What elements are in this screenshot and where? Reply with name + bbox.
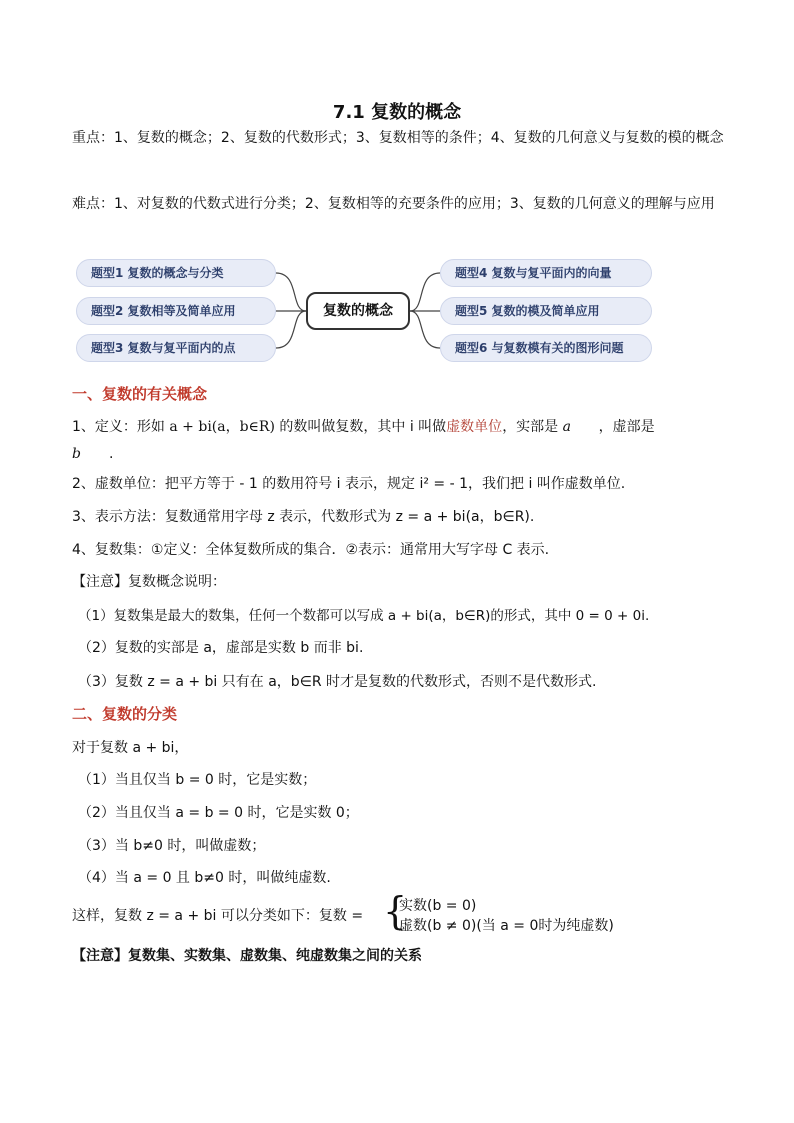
mindmap-topic-1: 题型1 复数的概念与分类 <box>76 259 276 287</box>
difficult-points: 难点：1、对复数的代数式进行分类；2、复数相等的充要条件的应用；3、复数的几何意义的理解与应用 <box>72 196 715 212</box>
classification-item-1: （1）当且仅当 b = 0 时，它是实数； <box>78 772 317 788</box>
note-item-1: （1）复数集是最大的数集，任何一个数都可以写成 a + bi(a，b∈R)的形式，其中 0 = 0 + 0i. <box>78 608 650 624</box>
definition-highlight: 虚数单位 <box>446 419 503 435</box>
note-title: 【注意】复数概念说明： <box>72 574 226 590</box>
classification-intro: 对于复数 a + bi， <box>72 740 189 756</box>
mindmap-topic-5: 题型5 复数的模及简单应用 <box>440 297 652 325</box>
mindmap-topic-2: 题型2 复数相等及简单应用 <box>76 297 276 325</box>
left-brace: { <box>383 889 408 933</box>
mindmap-topic-6: 题型6 与复数模有关的图形问题 <box>440 334 652 362</box>
definition-text: 的数叫做复数，其中 i 叫做 <box>279 419 447 435</box>
case-real: 实数(b = 0) <box>399 898 477 914</box>
mindmap-topic-3: 题型3 复数与复平面内的点 <box>76 334 276 362</box>
key-points: 重点：1、复数的概念；2、复数的代数形式；3、复数相等的条件；4、复数的几何意义与复数的模的概念 <box>72 130 724 146</box>
classification-lead: 这样，复数 z = a + bi 可以分类如下：复数 = <box>72 908 364 924</box>
mindmap-topic-4: 题型4 复数与复平面内的向量 <box>440 259 652 287</box>
definition-prefix: 1、定义：形如 <box>72 419 165 435</box>
classification-item-3: （3）当 b≠0 时，叫做虚数； <box>78 838 266 854</box>
notation-line: 3、表示方法：复数通常用字母 z 表示，代数形式为 z = a + bi(a，b∈R). <box>72 509 535 525</box>
definition-form: a + bi(a，b∈R) <box>169 419 275 435</box>
section-heading-classification: 二、复数的分类 <box>72 705 178 723</box>
section-heading-concepts: 一、复数的有关概念 <box>72 385 208 403</box>
note-item-2: （2）复数的实部是 a，虚部是实数 b 而非 bi. <box>78 640 364 656</box>
complex-set-line: 4、复数集：①定义：全体复数所成的集合．②表示：通常用大写字母 C 表示. <box>72 542 550 558</box>
classification-item-2: （2）当且仅当 a = b = 0 时，它是实数 0； <box>78 805 359 821</box>
definition-real-part: a <box>562 419 571 435</box>
classification-item-4: （4）当 a = 0 且 b≠0 时，叫做纯虚数. <box>78 870 331 886</box>
mindmap-center: 复数的概念 <box>306 292 410 330</box>
relationship-note: 【注意】复数集、实数集、虚数集、纯虚数集之间的关系 <box>72 948 422 964</box>
definition-imag-label: ，虚部是 <box>598 419 655 435</box>
definition-line-2: b . <box>72 446 114 462</box>
imaginary-unit-line: 2、虚数单位：把平方等于 - 1 的数用符号 i 表示，规定 i² = - 1，我们把 i 叫作虚数单位. <box>72 476 626 492</box>
case-imaginary: 虚数(b ≠ 0)(当 a = 0时为纯虚数) <box>399 918 614 934</box>
definition-imag-part: b <box>72 446 81 462</box>
note-item-3: （3）复数 z = a + bi 只有在 a，b∈R 时才是复数的代数形式，否则不是代数形式. <box>78 674 597 690</box>
page-title: 7.1 复数的概念 <box>332 102 462 123</box>
definition-line <box>72 416 655 436</box>
definition-real-label: ，实部是 <box>502 419 559 435</box>
